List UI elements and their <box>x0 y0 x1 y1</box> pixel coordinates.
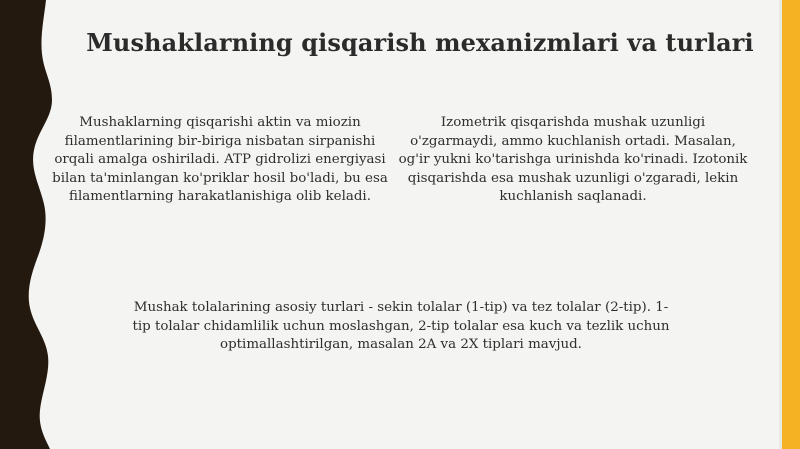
left-wave-decoration <box>0 0 70 449</box>
slide-title: Mushaklarning qisqarish mexanizmlari va turlari <box>86 28 754 57</box>
wave-shape <box>0 0 52 449</box>
bottom-paragraph: Mushak tolalarining asosiy turlari - sekin tolalar (1-tip) va tez tolalar (2-tip). 1-tip tolalar chidamlilik uchun moslashgan, 2-tip tolalar esa kuch va tezlik uchun optimallashtirilgan, masalan 2A va 2X tiplari mavjud. <box>132 300 670 352</box>
accent-bar <box>782 0 800 449</box>
left-paragraph: Mushaklarning qisqarishi aktin va miozin filamentlarining bir-biriga nisbatan sirpanishi orqali amalga oshiriladi. ATP gidrolizi energiyasi bilan ta'minlangan ko'priklar hosil bo'ladi, bu esa filamentlarning harakatlanishiga olib keladi. <box>52 115 388 204</box>
right-paragraph: Izometrik qisqarishda mushak uzunligi o'zgarmaydi, ammo kuchlanish ortadi. Masalan, og'ir yukni ko'tarishga urinishda ko'rinadi. Izotonik qisqarishda esa mushak uzunligi o'zgaradi, lekin kuchlanish saqlanadi. <box>398 115 748 204</box>
